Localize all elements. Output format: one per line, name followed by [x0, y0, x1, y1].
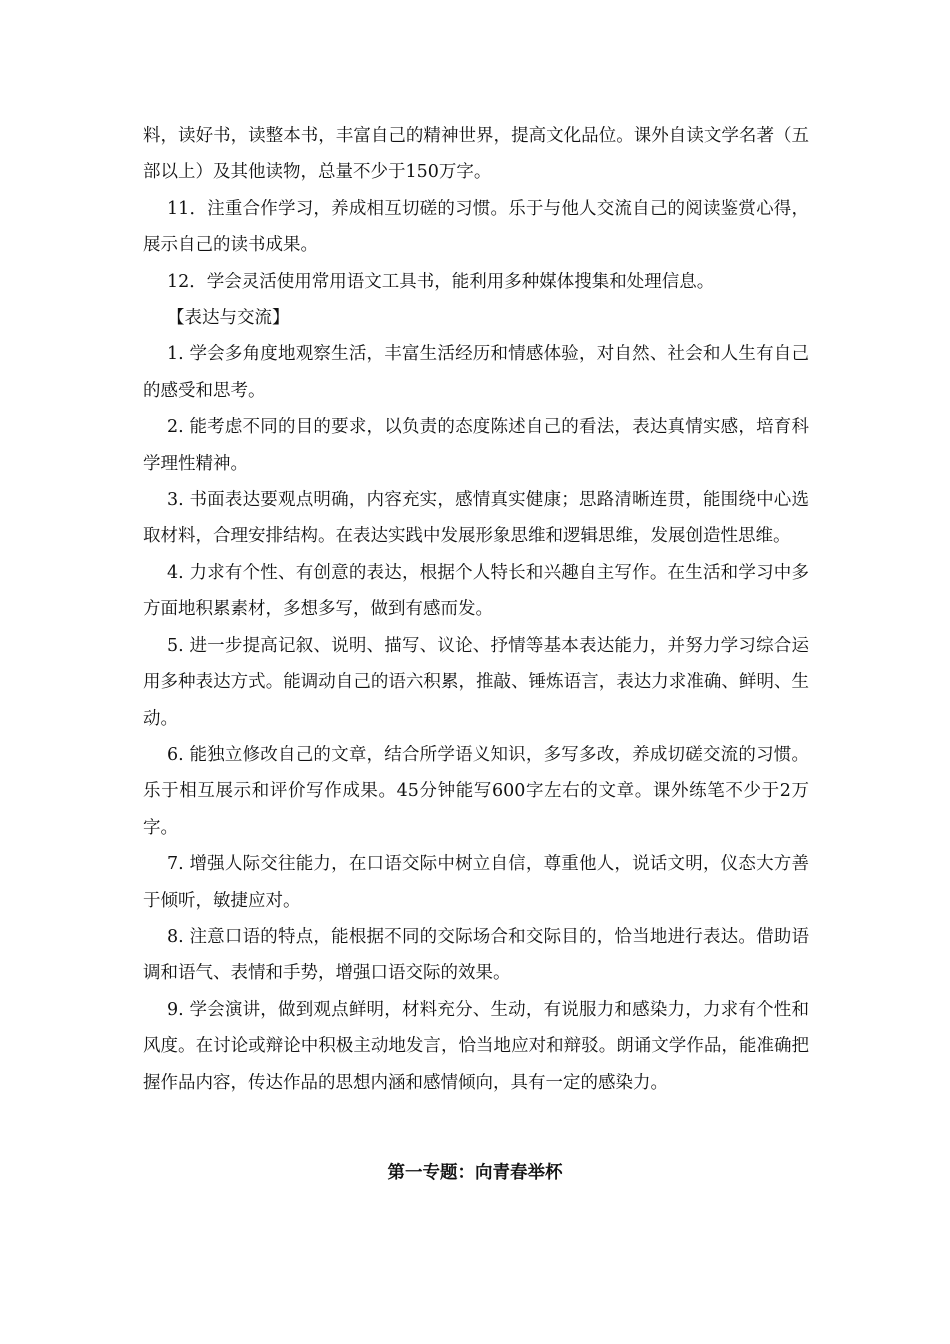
paragraph-item-3: 3. 书面表达要观点明确，内容充实，感情真实健康；思路清晰连贯，能围绕中心选取材料，合理安排结构。在表达实践中发展形象思维和逻辑思维，发展创造性思维。 [143, 490, 809, 547]
paragraph-item-11: 11．注重合作学习，养成相互切磋的习惯。乐于与他人交流自己的阅读鉴赏心得，展示自己的读书成果。 [143, 198, 809, 256]
paragraph-item-4: 4. 力求有个性、有创意的表达，根据个人特长和兴趣自主写作。在生活和学习中多方面地积累素材，多想多写，做到有感而发。 [143, 562, 809, 620]
paragraph-item-2: 2. 能考虑不同的目的要求，以负责的态度陈述自己的看法，表达真情实感，培育科学理性精神。 [143, 417, 809, 474]
paragraph-item-12: 12．学会灵活使用常用语文工具书，能利用多种媒体搜集和处理信息。 [167, 271, 715, 292]
paragraph-item-9: 9. 学会演讲，做到观点鲜明，材料充分、生动，有说服力和感染力，力求有个性和风度。在讨论或辩论中积极主动地发言，恰当地应对和辩驳。朗诵文学作品，能准确把握作品内容，传达作品的思想内涵和感情倾向，具有一定的感染力。 [143, 999, 809, 1093]
document-body [143, 118, 809, 1101]
paragraph-continuation: 料，读好书，读整本书，丰富自己的精神世界，提高文化品位。课外自读文学名著（五部以上）及其他读物，总量不少于150万字。 [143, 126, 809, 183]
paragraph-item-7: 7. 增强人际交往能力，在口语交际中树立自信，尊重他人，说话文明，仪态大方善于倾听，敏捷应对。 [143, 854, 809, 911]
section-title: 第一专题：向青春举杯 [387, 1163, 563, 1183]
paragraph-item-1: 1. 学会多角度地观察生活，丰富生活经历和情感体验，对自然、社会和人生有自己的感受和思考。 [143, 344, 809, 401]
paragraph-item-5: 5. 进一步提高记叙、说明、描写、议论、抒情等基本表达能力，并努力学习综合运用多种表达方式。能调动自己的语六积累，推敲、锤炼语言，表达力求准确、鲜明、生动。 [143, 635, 809, 729]
section-heading-expression: 【表达与交流】 [167, 308, 290, 329]
paragraph-item-6: 6. 能独立修改自己的文章，结合所学语义知识，多写多改，养成切磋交流的习惯。乐于相互展示和评价写作成果。45分钟能写600字左右的文章。课外练笔不少于2万字。 [143, 744, 809, 838]
paragraph-item-8: 8. 注意口语的特点，能根据不同的交际场合和交际目的，恰当地进行表达。借助语调和语气、表情和手势，增强口语交际的效果。 [143, 926, 809, 984]
